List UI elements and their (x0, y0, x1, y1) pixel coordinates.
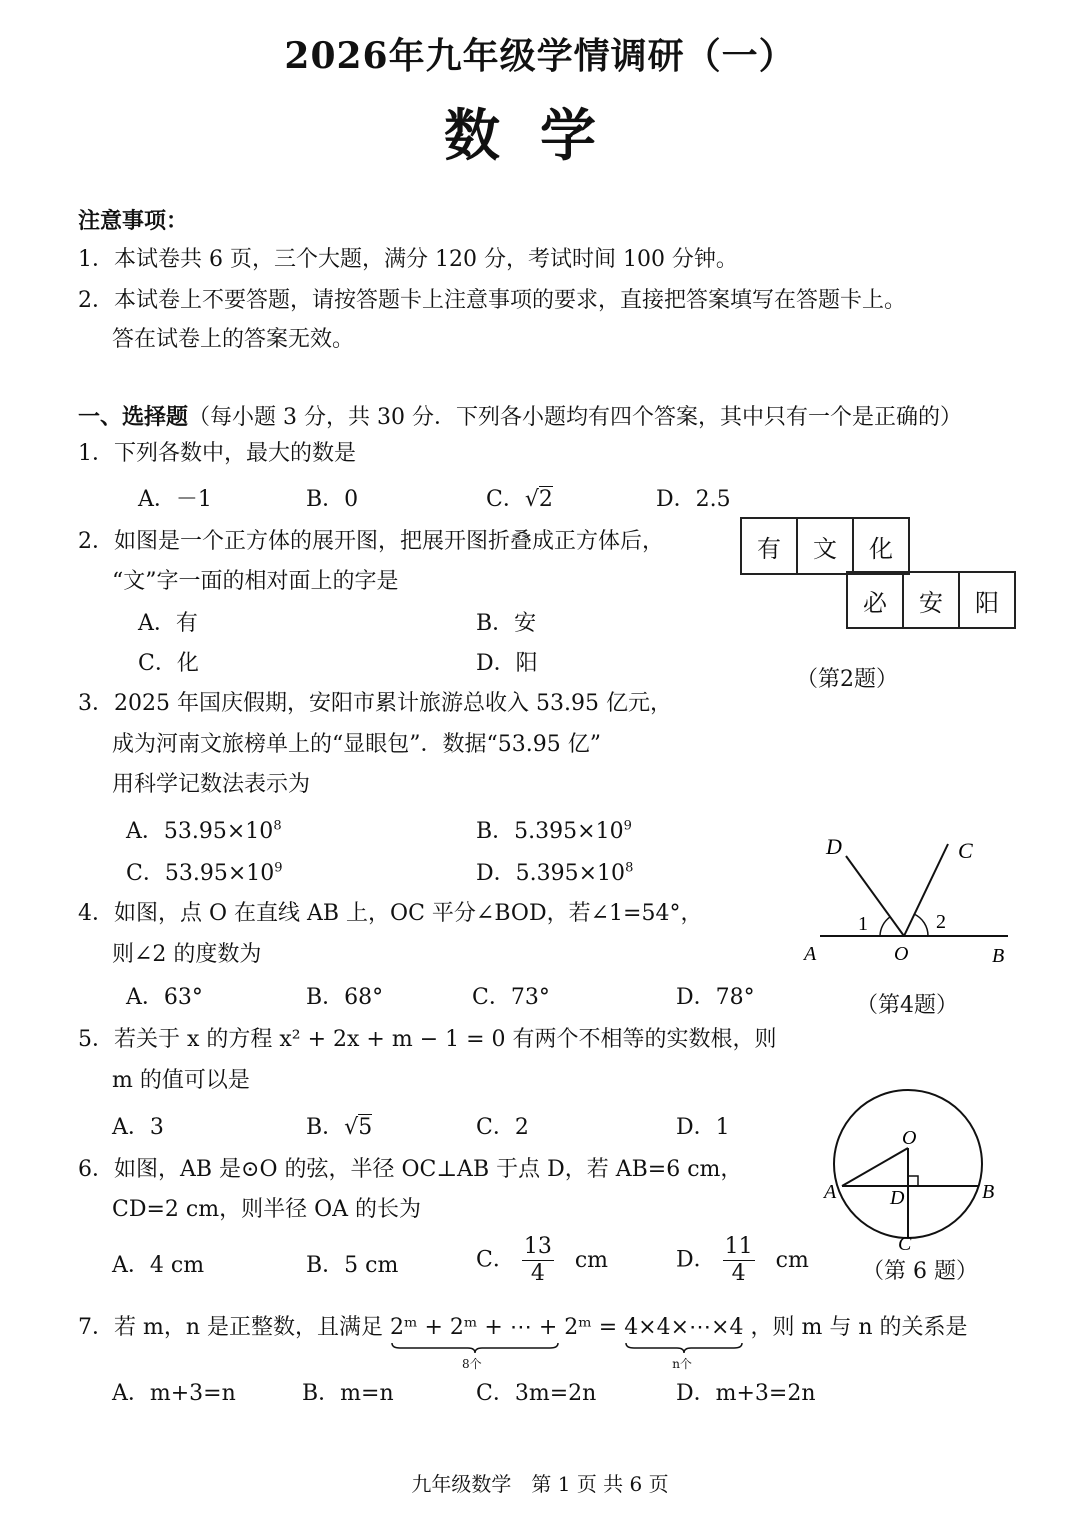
notice-heading: 注意事项： (78, 208, 189, 234)
notice-item-1: 1．本试卷共 6 页，三个大题，满分 120 分，考试时间 100 分钟。 (78, 247, 738, 272)
q2-option-d: D．阳 (476, 651, 538, 676)
fraction-denominator: 4 (731, 1261, 746, 1286)
ray-od (846, 856, 904, 936)
fraction-numerator: 13 (523, 1234, 552, 1259)
q5-option-a: A．3 (112, 1115, 164, 1140)
page-footer: 九年级数学 第 1 页 共 6 页 (411, 1472, 669, 1496)
q2-option-c: C．化 (138, 651, 199, 676)
q3-line-3: 用科学记数法表示为 (112, 772, 311, 797)
notice-item-2-cont: 答在试卷上的答案无效。 (112, 327, 355, 352)
q7-stem-post: ，则 m 与 n 的关系是 (750, 1315, 968, 1340)
angle-1-arc (880, 917, 890, 936)
q3-option-c-exp: 9 (274, 860, 283, 876)
q3-option-b-exp: 9 (623, 818, 632, 834)
exam-title: 2026年九年级学情调研（一） (284, 35, 796, 77)
q6-option-d-label: D． (676, 1247, 716, 1273)
notice-item-2: 2．本试卷上不要答题，请按答题卡上注意事项的要求，直接把答案填写在答题卡上。 (78, 288, 906, 313)
q5-option-b (306, 1110, 372, 1141)
label-a: A (824, 1181, 837, 1203)
label-d: D (890, 1187, 905, 1209)
label-b: B (992, 945, 1005, 967)
q1-option-c (486, 482, 553, 513)
sqrt-sign-icon: √ (344, 1115, 359, 1140)
q5-option-c: C．2 (476, 1115, 529, 1140)
q7-product-expression (624, 1315, 744, 1371)
q4-option-c: C．73° (472, 985, 550, 1010)
q2-line-1: 2．如图是一个正方体的展开图，把展开图折叠成正方体后， (78, 529, 664, 554)
q6-option-d-unit: cm (775, 1247, 809, 1273)
subject-title: 数学 (444, 103, 636, 169)
q3-option-b (476, 814, 632, 845)
q1-option-a: A．－1 (138, 487, 212, 512)
q7-option-b: B．m=n (302, 1381, 394, 1406)
q6-caption: （第 6 题） (862, 1259, 978, 1284)
net-cell: 阳 (959, 572, 1015, 628)
q3-option-c (126, 856, 283, 887)
label-c: C (898, 1233, 912, 1252)
sqrt-sign-icon: √ (524, 487, 539, 512)
underbrace-icon (390, 1341, 560, 1355)
q7-sum-expression (390, 1315, 592, 1371)
underbrace-icon (624, 1341, 744, 1355)
q6-option-b: B．5 cm (306, 1253, 399, 1278)
q6-option-c-label: C． (476, 1247, 515, 1273)
q7-product-count: n个 (672, 1357, 692, 1371)
fraction-denominator: 4 (530, 1261, 545, 1286)
q7-option-c: C．3m=2n (476, 1381, 597, 1406)
q1-option-d: D．2.5 (656, 487, 731, 512)
q6-option-c (476, 1234, 608, 1287)
q7-option-d: D．m+3=2n (676, 1381, 816, 1406)
section-heading (78, 400, 962, 431)
q6-option-c-fraction (522, 1234, 554, 1287)
label-b: B (982, 1181, 995, 1203)
q2-line-2: “文”字一面的相对面上的字是 (112, 569, 399, 594)
q1-option-b: B．0 (306, 487, 359, 512)
q3-option-a-base: A．53.95×10 (126, 819, 274, 844)
q7-equals: = (598, 1315, 618, 1340)
q5-option-b-label: B． (306, 1115, 345, 1140)
net-cell: 化 (853, 518, 909, 574)
section-desc: （每小题 3 分，共 30 分．下列各小题均有四个答案，其中只有一个是正确的） (188, 405, 962, 430)
q3-option-a (126, 814, 282, 845)
q2-option-a: A．有 (138, 611, 198, 636)
q4-option-b: B．68° (306, 985, 384, 1010)
q5-option-b-radicand: 5 (358, 1115, 373, 1140)
radius-oa (842, 1148, 908, 1186)
angle-2-arc (914, 914, 928, 936)
q6-line-2: CD=2 cm，则半径 OA 的长为 (112, 1197, 421, 1222)
label-c: C (958, 838, 973, 863)
q5-option-d: D．1 (676, 1115, 730, 1140)
net-cell: 有 (741, 518, 797, 574)
q1-stem: 1．下列各数中，最大的数是 (78, 441, 356, 466)
q6-line-1: 6．如图，AB 是⊙O 的弦，半径 OC⊥AB 于点 D，若 AB=6 cm， (78, 1157, 743, 1182)
q3-option-d (476, 856, 633, 887)
q6-circle-figure (820, 1072, 1010, 1252)
q4-option-a: A．63° (126, 985, 203, 1010)
q5-line-1: 5．若关于 x 的方程 x² + 2x + m − 1 = 0 有两个不相等的实数根，则 (78, 1027, 777, 1052)
label-angle-2: 2 (936, 911, 946, 933)
section-label: 一、选择题 (78, 404, 189, 430)
q7-stem-pre: 7．若 m，n 是正整数，且满足 (78, 1315, 384, 1340)
q3-line-1: 3．2025 年国庆假期，安阳市累计旅游总收入 53.95 亿元， (78, 691, 672, 716)
q1-option-c-label: C． (486, 487, 525, 512)
q1-option-c-radicand: 2 (538, 487, 553, 512)
q7-sum-terms: 2ᵐ + 2ᵐ + ⋯ + 2ᵐ (390, 1315, 592, 1340)
q6-option-a: A．4 cm (112, 1253, 205, 1278)
q3-option-d-exp: 8 (625, 860, 634, 876)
label-angle-1: 1 (858, 913, 868, 935)
fraction-numerator: 11 (724, 1234, 753, 1259)
net-cell: 文 (797, 518, 853, 574)
q6-option-c-unit: cm (574, 1247, 609, 1273)
q7-option-a: A．m+3=n (112, 1381, 236, 1406)
q6-option-d-fraction (723, 1234, 755, 1287)
q7-product-terms: 4×4×⋯×4 (624, 1315, 744, 1340)
q7-sum-count: 8个 (462, 1357, 482, 1371)
label-o: O (894, 943, 909, 965)
q4-caption: （第4题） (856, 993, 958, 1018)
q4-line-2: 则∠2 的度数为 (112, 942, 262, 967)
q3-option-d-base: D．5.395×10 (476, 861, 626, 886)
label-d: D (826, 834, 842, 859)
q4-line-1: 4．如图，点 O 在直线 AB 上，OC 平分∠BOD，若∠1=54°， (78, 901, 703, 926)
q7-stem (78, 1310, 968, 1371)
label-o: O (902, 1127, 917, 1149)
net-cell: 必 (847, 572, 903, 628)
q2-caption: （第2题） (796, 667, 898, 692)
q4-angle-figure (796, 828, 1026, 978)
q2-option-b: B．安 (476, 611, 537, 636)
q3-option-a-exp: 8 (273, 818, 282, 834)
label-a: A (804, 943, 817, 965)
q3-line-2: 成为河南文旅榜单上的“显眼包”．数据“53.95 亿” (112, 732, 601, 757)
q6-option-d (676, 1234, 809, 1287)
q3-option-b-base: B．5.395×10 (476, 819, 624, 844)
net-cell: 安 (903, 572, 959, 628)
q3-option-c-base: C．53.95×10 (126, 861, 275, 886)
cube-net-top-row (740, 517, 910, 575)
cube-net-bottom-row (846, 571, 1016, 629)
right-angle-mark (908, 1176, 918, 1186)
q5-line-2: m 的值可以是 (112, 1068, 250, 1093)
q4-option-d: D．78° (676, 985, 755, 1010)
